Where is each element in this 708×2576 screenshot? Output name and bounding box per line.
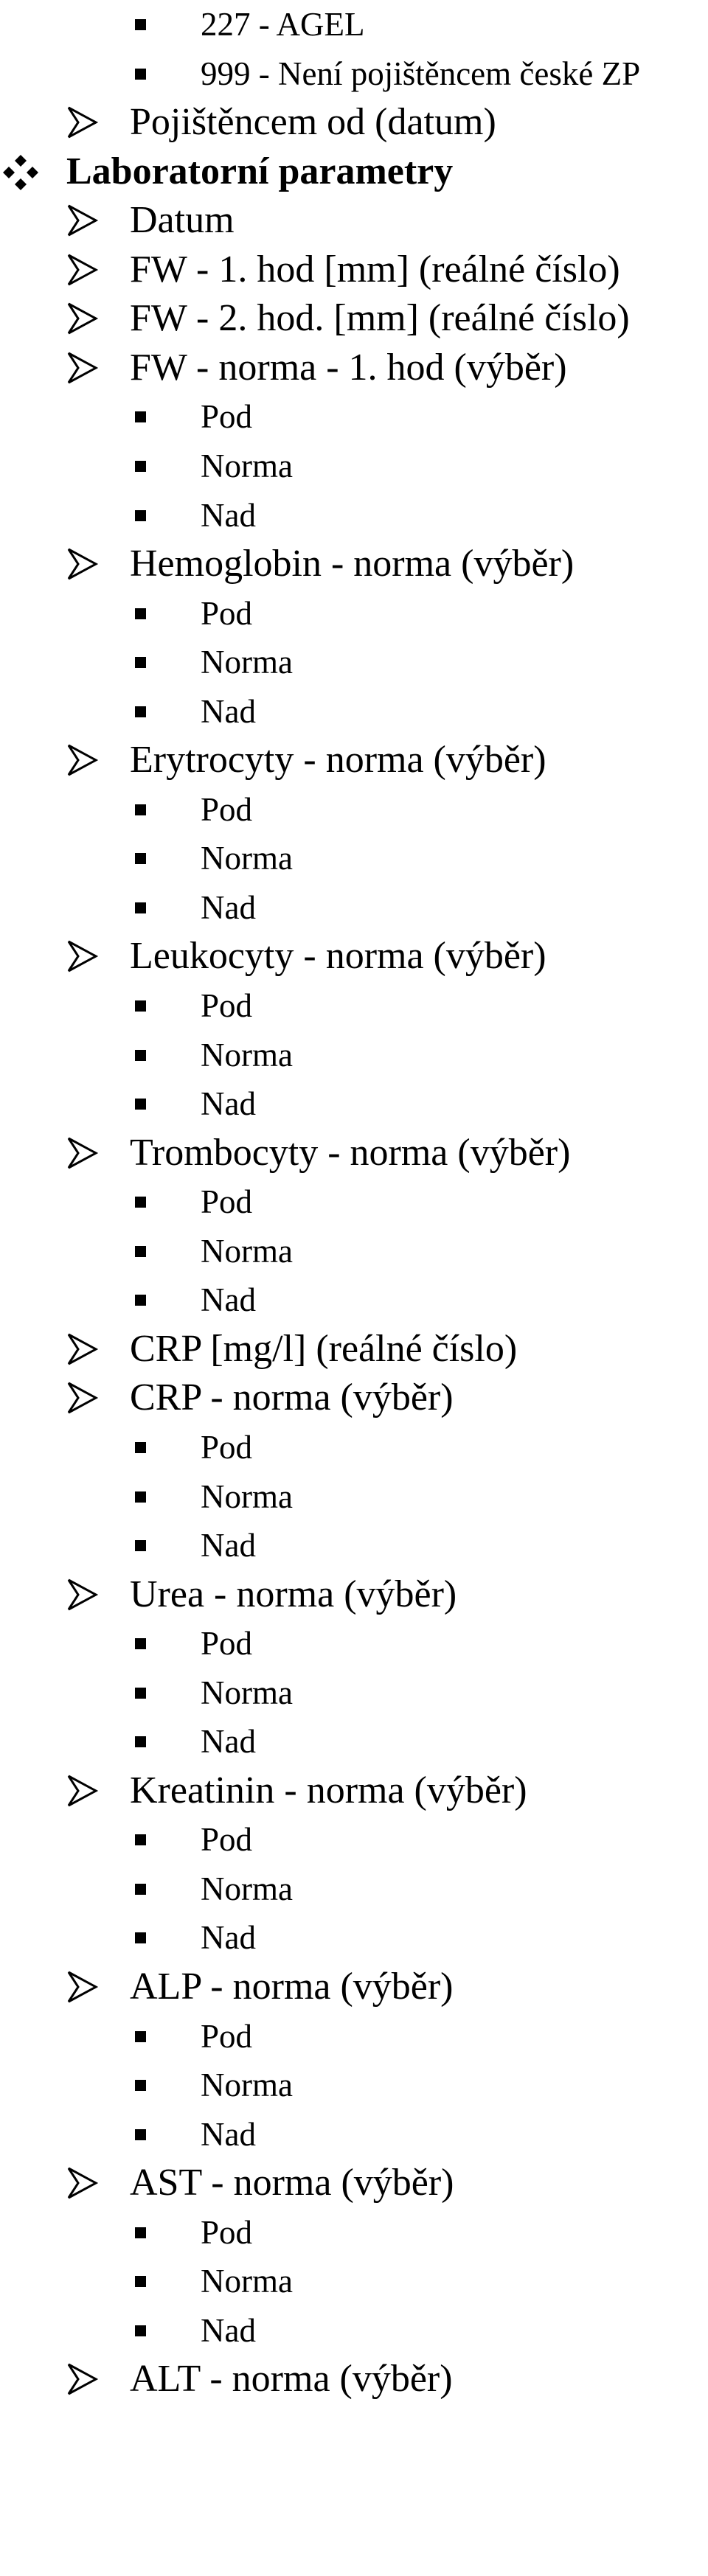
square-bullet-icon (135, 1442, 146, 1453)
arrowhead-bullet-icon (66, 253, 99, 287)
outline-item-level-2 (0, 344, 708, 392)
outline-item-text: Nad (201, 496, 256, 534)
square-bullet-icon (135, 1099, 146, 1110)
outline-item-level-3 (0, 491, 708, 540)
outline-item-level-2 (0, 196, 708, 245)
square-bullet-icon (135, 706, 146, 717)
outline-item-level-3 (0, 1227, 708, 1275)
outline-item-text: Norma (201, 644, 293, 681)
square-bullet-icon (135, 1834, 146, 1845)
outline-item-level-3 (0, 1668, 708, 1717)
outline-item-text: Norma (201, 2067, 293, 2104)
square-bullet-icon (135, 1246, 146, 1257)
square-bullet-icon (135, 804, 146, 815)
outline-item-text: ALP - norma (výběr) (130, 1966, 454, 2008)
arrowhead-bullet-icon (66, 1970, 99, 2004)
outline-item-text: 999 - Není pojištěncem české ZP (201, 55, 641, 92)
outline-heading-level-1 (0, 147, 708, 196)
outline-item-level-2 (0, 98, 708, 147)
outline-item-text: Nad (201, 1527, 256, 1564)
outline-item-text: ALT - norma (výběr) (130, 2358, 453, 2401)
outline-item-level-3 (0, 1472, 708, 1521)
square-bullet-icon (135, 1197, 146, 1208)
outline-item-level-3 (0, 1717, 708, 1766)
outline-item-level-3 (0, 785, 708, 834)
square-bullet-icon (135, 608, 146, 619)
outline-item-text: Datum (130, 199, 235, 242)
square-bullet-icon (135, 1050, 146, 1061)
outline-item-text: Nad (201, 692, 256, 730)
outline-item-level-3 (0, 392, 708, 441)
square-bullet-icon (135, 1932, 146, 1943)
outline-item-level-3 (0, 1815, 708, 1864)
outline-item-level-3 (0, 981, 708, 1030)
outline-item-level-2 (0, 246, 708, 294)
outline-item-level-2 (0, 1374, 708, 1422)
outline-item-level-2 (0, 1325, 708, 1374)
outline-item-text: Erytrocyty - norma (výběr) (130, 739, 546, 781)
outline-item-level-3 (0, 1423, 708, 1472)
square-bullet-icon (135, 2080, 146, 2091)
outline-item-text: Urea - norma (výběr) (130, 1573, 457, 1615)
outline-item-text: Norma (201, 2263, 293, 2300)
outline-item-level-3 (0, 1177, 708, 1226)
outline-item-level-3 (0, 2061, 708, 2109)
four-diamond-bullet-icon (3, 155, 38, 190)
outline-item-level-3 (0, 1521, 708, 1570)
outline-item-text: Norma (201, 1036, 293, 1073)
arrowhead-bullet-icon (66, 2362, 99, 2396)
outline-item-text: CRP [mg/l] (reálné číslo) (130, 1327, 518, 1370)
outline-item-text: Laboratorní parametry (66, 150, 454, 192)
outline-item-level-2 (0, 1963, 708, 2011)
square-bullet-icon (135, 2325, 146, 2336)
square-bullet-icon (135, 411, 146, 422)
outline-item-text: CRP - norma (výběr) (130, 1376, 454, 1419)
arrowhead-bullet-icon (66, 1332, 99, 1366)
outline-item-level-3 (0, 1275, 708, 1324)
outline-item-text: Norma (201, 1674, 293, 1711)
arrowhead-bullet-icon (66, 105, 99, 139)
outline-item-level-2 (0, 932, 708, 981)
outline-item-text: Nad (201, 1723, 256, 1761)
outline-item-text: Nad (201, 2311, 256, 2349)
outline-item-level-3 (0, 2012, 708, 2061)
outline-item-level-2 (0, 2159, 708, 2207)
outline-item-text: Leukocyty - norma (výběr) (130, 935, 546, 978)
outline-item-text: Nad (201, 1085, 256, 1123)
outline-item-text: Norma (201, 1232, 293, 1270)
outline-item-level-3 (0, 1619, 708, 1668)
outline-item-text: Pod (201, 1183, 253, 1221)
outline-item-level-3 (0, 2208, 708, 2257)
outline-item-text: Nad (201, 888, 256, 926)
outline-item-text: Nad (201, 1281, 256, 1319)
outline-item-text: FW - 2. hod. [mm] (reálné číslo) (130, 297, 630, 340)
outline-item-level-3 (0, 687, 708, 736)
arrowhead-bullet-icon (66, 1136, 99, 1170)
outline-item-text: Pojištěncem od (datum) (130, 101, 496, 144)
outline-item-level-3 (0, 2306, 708, 2355)
outline-item-text: Pod (201, 398, 253, 436)
square-bullet-icon (135, 902, 146, 913)
outline-item-level-3 (0, 589, 708, 638)
outline-item-level-3 (0, 834, 708, 883)
outline-item-level-3 (0, 1031, 708, 1079)
square-bullet-icon (135, 853, 146, 864)
outline-item-text: Pod (201, 2213, 253, 2251)
outline-item-text: Pod (201, 1821, 253, 1859)
outline-item-text: Norma (201, 840, 293, 877)
outline-item-level-3 (0, 1865, 708, 1913)
outline-item-text: Nad (201, 1919, 256, 1957)
outline-item-text: AST - norma (výběr) (130, 2162, 454, 2204)
outline-item-level-2 (0, 1570, 708, 1619)
outline-item-level-3 (0, 883, 708, 932)
outline-item-text: Kreatinin - norma (výběr) (130, 1769, 527, 1811)
outline-item-text: Nad (201, 2115, 256, 2153)
square-bullet-icon (135, 69, 146, 80)
outline-item-text: Pod (201, 594, 253, 632)
outline-item-level-3 (0, 2110, 708, 2159)
square-bullet-icon (135, 657, 146, 668)
outline-item-text: 227 - AGEL (201, 6, 365, 43)
arrowhead-bullet-icon (66, 2166, 99, 2200)
outline-item-text: Norma (201, 447, 293, 484)
outline-item-text: Norma (201, 1870, 293, 1907)
arrowhead-bullet-icon (66, 203, 99, 237)
square-bullet-icon (135, 2276, 146, 2287)
square-bullet-icon (135, 19, 146, 30)
arrowhead-bullet-icon (66, 351, 99, 385)
arrowhead-bullet-icon (66, 1578, 99, 1612)
outline-item-text: FW - norma - 1. hod (výběr) (130, 346, 567, 389)
outline-item-level-2 (0, 1766, 708, 1815)
square-bullet-icon (135, 510, 146, 521)
arrowhead-bullet-icon (66, 1381, 99, 1415)
square-bullet-icon (135, 1000, 146, 1012)
square-bullet-icon (135, 1736, 146, 1747)
outline-item-level-2 (0, 2355, 708, 2403)
square-bullet-icon (135, 1688, 146, 1699)
square-bullet-icon (135, 461, 146, 472)
outline-item-level-3 (0, 49, 708, 98)
square-bullet-icon (135, 2031, 146, 2042)
outline-item-text: Hemoglobin - norma (výběr) (130, 543, 575, 585)
square-bullet-icon (135, 2227, 146, 2238)
outline-item-text: Pod (201, 987, 253, 1024)
outline-item-level-3 (0, 638, 708, 686)
square-bullet-icon (135, 1295, 146, 1306)
outline-item-level-3 (0, 0, 708, 49)
outline-item-text: Pod (201, 1625, 253, 1663)
outline-item-level-2 (0, 1129, 708, 1177)
outline-item-level-3 (0, 1079, 708, 1128)
outline-item-level-2 (0, 736, 708, 784)
outline-item-level-3 (0, 442, 708, 490)
outline-item-text: Trombocyty - norma (výběr) (130, 1131, 571, 1174)
square-bullet-icon (135, 1540, 146, 1551)
arrowhead-bullet-icon (66, 302, 99, 335)
outline-item-text: Pod (201, 1428, 253, 1466)
outline-item-text: Pod (201, 2017, 253, 2055)
square-bullet-icon (135, 1884, 146, 1895)
arrowhead-bullet-icon (66, 1774, 99, 1808)
outline-item-level-2 (0, 294, 708, 343)
outline-item-level-2 (0, 540, 708, 588)
arrowhead-bullet-icon (66, 547, 99, 581)
outline-item-text: FW - 1. hod [mm] (reálné číslo) (130, 248, 620, 290)
outline-item-level-3 (0, 1913, 708, 1962)
square-bullet-icon (135, 1491, 146, 1503)
outline-item-level-3 (0, 2257, 708, 2305)
outline-item-text: Norma (201, 1477, 293, 1515)
outline-item-text: Pod (201, 790, 253, 828)
arrowhead-bullet-icon (66, 743, 99, 777)
arrowhead-bullet-icon (66, 939, 99, 973)
square-bullet-icon (135, 1638, 146, 1649)
square-bullet-icon (135, 2129, 146, 2140)
